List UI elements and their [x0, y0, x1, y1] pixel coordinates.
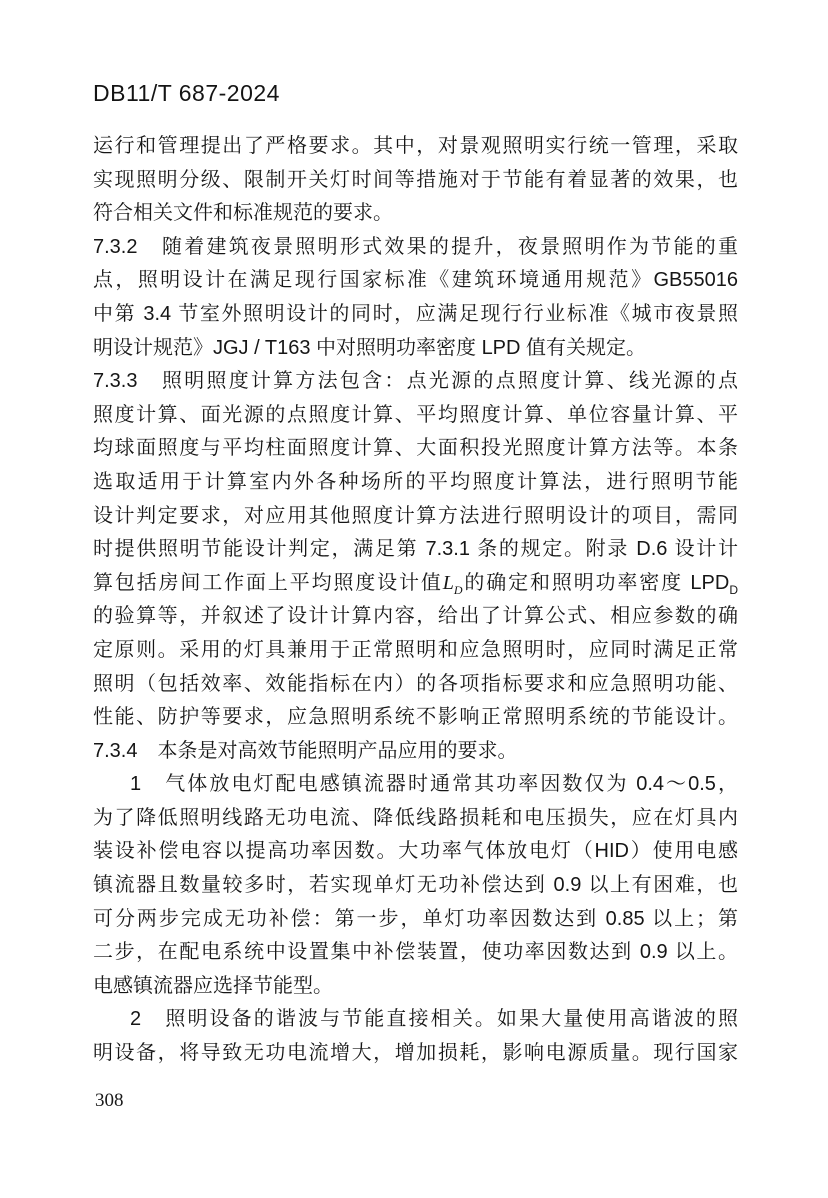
lpd-symbol: LPD — [690, 571, 730, 594]
text-line: 为了降低照明线路无功电流、降低线路损耗和电压损失，应在灯具内 — [93, 806, 738, 829]
text-line: 的验算等，并叙述了设计计算内容，给出了计算公式、相应参数的确 — [93, 605, 738, 628]
text-line: 符合相关文件和标准规范的要求。 — [93, 202, 393, 225]
page-number: 308 — [95, 1090, 124, 1111]
text-line: 二步，在配电系统中设置集中补偿装置，使功率因数达到 0.9 以上。 — [93, 941, 738, 964]
text-line: 电感镇流器应选择节能型。 — [93, 974, 333, 997]
formula-mid-text: 的确定和照明功率密度 — [462, 571, 691, 594]
clause-line-7-3-4: 7.3.4 本条是对高效节能照明产品应用的要求。 — [93, 739, 518, 762]
variable-L-subscript: D — [453, 582, 463, 597]
text-line: 运行和管理提出了严格要求。其中，对景观照明实行统一管理，采取 — [93, 135, 738, 157]
text-line: 均球面照度与平均柱面照度计算、大面积投光照度计算方法等。本条 — [93, 437, 738, 460]
text-line: 装设补偿电容以提高功率因数。大功率气体放电灯（HID）使用电感 — [93, 840, 738, 863]
text-line: 明设备，将导致无功电流增大，增加损耗，影响电源质量。现行国家 — [93, 1042, 738, 1065]
text-line: 选取适用于计算室内外各种场所的平均照度计算法，进行照明节能 — [93, 470, 738, 493]
text-line: 照明（包括效率、效能指标在内）的各项指标要求和应急照明功能、 — [93, 672, 738, 695]
text-line: 中第 3.4 节室外照明设计的同时，应满足现行行业标准《城市夜景照 — [93, 302, 738, 325]
document-code-header: DB11/T 687-2024 — [93, 80, 280, 106]
text-line: 实现照明分级、限制开关灯时间等措施对于节能有着显著的效果，也 — [93, 168, 738, 191]
body-text — [93, 130, 738, 1071]
numbered-item-1-line: 1 气体放电灯配电感镇流器时通常其功率因数仅为 0.4～0.5， — [130, 773, 738, 796]
text-line: 镇流器且数量较多时，若实现单灯无功补偿达到 0.9 以上有困难，也 — [93, 874, 738, 897]
formula-pre-text: 算包括房间工作面上平均照度设计值 — [93, 571, 443, 594]
numbered-item-2-line: 2 照明设备的谐波与节能直接相关。如果大量使用高谐波的照 — [130, 1008, 738, 1031]
clause-line-7-3-3: 7.3.3 照明照度计算方法包含：点光源的点照度计算、线光源的点 — [93, 370, 738, 393]
lpd-subscript: D — [729, 582, 738, 597]
text-line: 时提供照明节能设计判定，满足第 7.3.1 条的规定。附录 D.6 设计计 — [93, 538, 738, 561]
clause-line-7-3-2: 7.3.2 随着建筑夜景照明形式效果的提升，夜景照明作为节能的重 — [93, 235, 738, 258]
variable-L: L — [442, 571, 454, 594]
text-line-formula — [93, 567, 738, 601]
text-line: 明设计规范》JGJ / T163 中对照明功率密度 LPD 值有关规定。 — [93, 336, 647, 359]
text-line: 设计判定要求，对应用其他照度计算方法进行照明设计的项目，需同 — [93, 504, 738, 527]
text-line: 点，照明设计在满足现行国家标准《建筑环境通用规范》GB55016 — [93, 269, 738, 292]
text-line: 性能、防护等要求，应急照明系统不影响正常照明系统的节能设计。 — [93, 706, 738, 729]
text-line: 照度计算、面光源的点照度计算、平均照度计算、单位容量计算、平 — [93, 403, 738, 426]
text-line: 可分两步完成无功补偿：第一步，单灯功率因数达到 0.85 以上；第 — [93, 907, 738, 930]
text-line: 定原则。采用的灯具兼用于正常照明和应急照明时，应同时满足正常 — [93, 638, 738, 661]
